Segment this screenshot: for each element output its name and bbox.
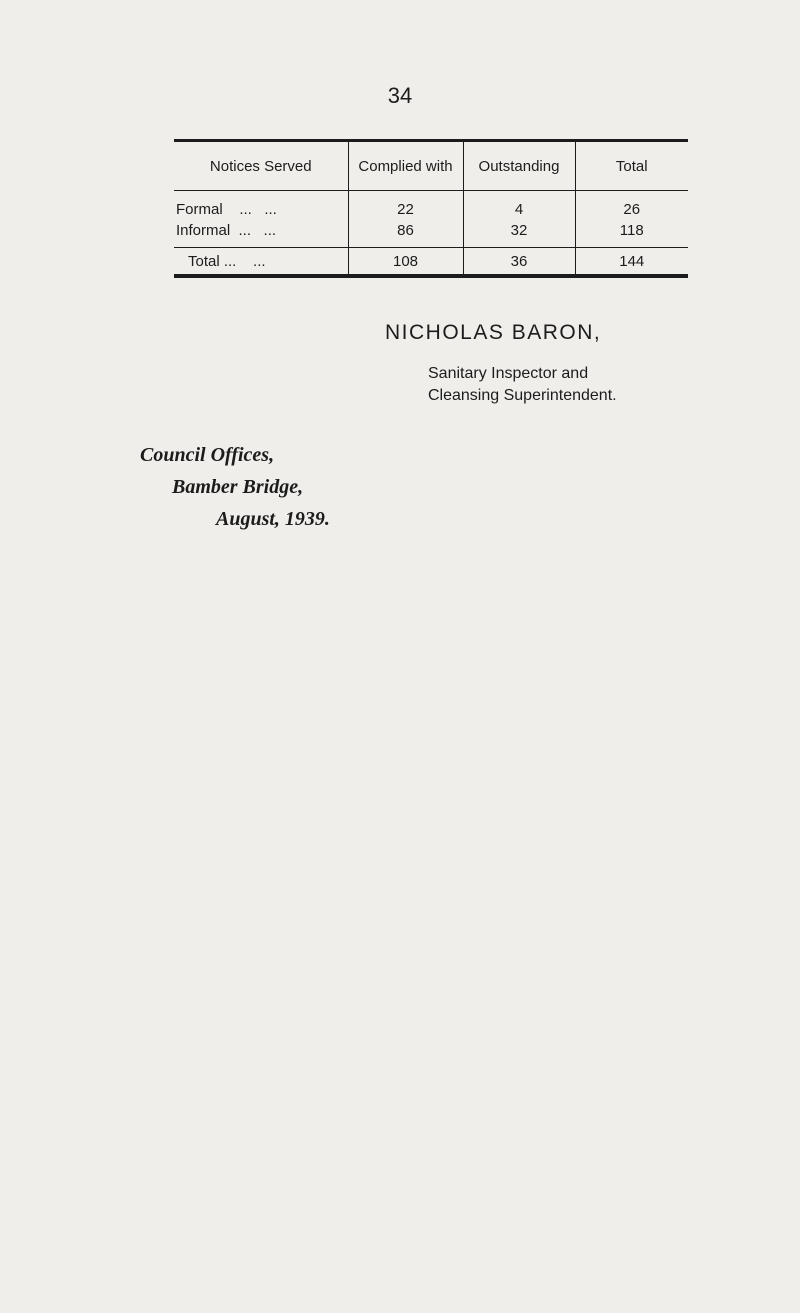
header-notices-served: Notices Served bbox=[174, 141, 348, 191]
notices-table-container bbox=[174, 139, 688, 278]
address-block bbox=[140, 439, 330, 535]
cell-complied: 86 bbox=[348, 220, 463, 248]
total-total: 144 bbox=[575, 248, 688, 277]
table-header-row bbox=[174, 141, 688, 191]
address-line2: Bamber Bridge, bbox=[172, 476, 304, 498]
cell-total: 26 bbox=[575, 191, 688, 221]
signatory-title-line1: Sanitary Inspector and bbox=[428, 365, 589, 382]
cell-total: 118 bbox=[575, 220, 688, 248]
signatory-title-line2: Cleansing Superintendent. bbox=[428, 387, 617, 404]
total-complied: 108 bbox=[348, 248, 463, 277]
row-label: Informal ... ... bbox=[176, 222, 277, 239]
notices-table bbox=[174, 139, 688, 278]
table-row-formal bbox=[174, 191, 688, 221]
total-row-label: Total ... ... bbox=[174, 248, 348, 277]
cell-outstanding: 4 bbox=[463, 191, 575, 221]
header-total: Total bbox=[575, 141, 688, 191]
table-row-informal bbox=[174, 220, 688, 248]
signatory-name: NICHOLAS BARON, bbox=[385, 321, 602, 344]
page-number: 34 bbox=[387, 83, 413, 108]
table-total-row bbox=[174, 248, 688, 277]
cell-complied: 22 bbox=[348, 191, 463, 221]
header-outstanding: Outstanding bbox=[463, 141, 575, 191]
signatory-title bbox=[428, 363, 617, 407]
header-complied-with: Complied with bbox=[348, 141, 463, 191]
row-label: Formal ... ... bbox=[176, 201, 277, 218]
cell-outstanding: 32 bbox=[463, 220, 575, 248]
address-date: August, 1939. bbox=[216, 508, 330, 530]
address-line1: Council Offices, bbox=[140, 444, 275, 466]
total-outstanding: 36 bbox=[463, 248, 575, 277]
